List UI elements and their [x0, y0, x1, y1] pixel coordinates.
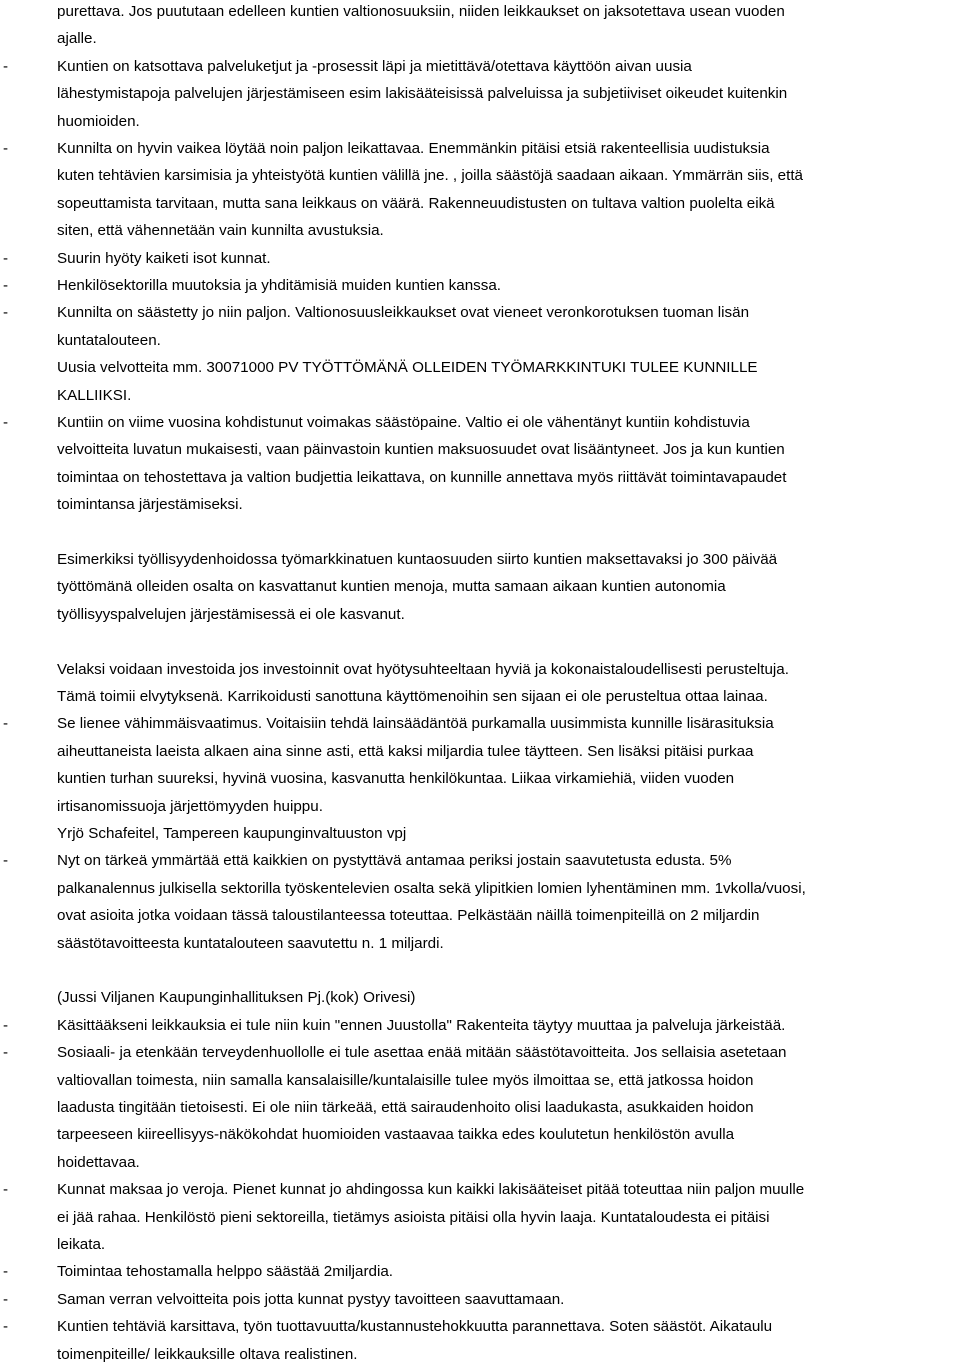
list-dash: -: [3, 57, 9, 75]
text-line: [0, 1012, 960, 1039]
text-line: [0, 1341, 960, 1368]
text-line: [0, 0, 960, 25]
text-line: [0, 656, 960, 683]
text-line: [0, 1094, 960, 1121]
line-text: toimenpiteille/ leikkauksille oltava realistinen.: [57, 1345, 358, 1363]
list-dash: -: [3, 715, 9, 733]
text-line: [0, 354, 960, 381]
line-text: valtiovallan toimesta, niin samalla kansalaisille/kuntalaisille tulee myös ilmoittaa se, että jatkossa hoidon: [57, 1071, 754, 1089]
text-line: [0, 299, 960, 326]
line-text: Kunnilta on hyvin vaikea löytää noin paljon leikattavaa. Enemmänkin pitäisi etsiä rakenteellisia uudistuksia: [57, 140, 770, 157]
text-line: [0, 820, 960, 847]
line-text: irtisanomissuoja järjettömyyden huippu.: [57, 797, 323, 815]
line-text: Kuntien on katsottava palveluketjut ja -prosessit läpi ja mietittävä/otettava käyttöön aivan uusia: [57, 57, 692, 75]
line-text: KALLIIKSI.: [57, 386, 132, 404]
line-text: (Jussi Viljanen Kaupunginhallituksen Pj.(kok) Orivesi): [57, 989, 416, 1007]
text-line: [0, 984, 960, 1011]
line-text: huomioiden.: [57, 112, 140, 130]
line-text: Suurin hyöty kaiketi isot kunnat.: [57, 249, 271, 267]
text-line: [0, 793, 960, 820]
text-line: [0, 190, 960, 217]
text-line: [0, 1258, 960, 1285]
text-line: [0, 875, 960, 902]
line-text: aiheuttaneista laeista alkaen aina sinne asti, että kaksi miljardia tulee täytteen. Sen lisäksi pitäisi purkaa: [57, 742, 754, 760]
text-line: [0, 464, 960, 491]
text-line: [0, 135, 960, 162]
line-text: työttömänä olleiden osalta on kasvattanut kuntien menoja, mutta samaan aikaan kuntien autonomia: [57, 578, 726, 596]
text-line: [0, 1286, 960, 1313]
list-dash: -: [3, 1290, 9, 1308]
line-text: velvoitteita luvatun mukaisesti, vaan päinvastoin kuntien maksuosuudet ovat lisääntyneet. Jos ja kun kuntien: [57, 441, 785, 459]
text-line: [0, 546, 960, 573]
text-line: [0, 847, 960, 874]
text-line: [0, 710, 960, 737]
line-text: Kunnilta on säästetty jo niin paljon. Valtionosuusleikkaukset ovat vieneet veronkorotuksen tuoman lisän: [57, 304, 750, 322]
list-dash: -: [3, 414, 9, 431]
line-text: ei jää rahaa. Henkilöstö pieni sektoreilla, tietämys asioista pitäisi olla hyvin laaja. Kuntataloudesta ei pitäisi: [57, 1208, 770, 1226]
list-dash: -: [3, 1016, 9, 1034]
list-dash: -: [3, 277, 9, 294]
line-text: Nyt on tärkeä ymmärtää että kaikkien on pystyttävä antamaa periksi jostain saavutetusta edusta. 5%: [57, 852, 732, 870]
line-text: lähestymistapoja palvelujen järjestämiseen esim lakisääteisissä palveluissa ja subjetiiviset oikeudet kuitenkin: [57, 85, 788, 103]
text-line: [0, 765, 960, 792]
line-text: kuntatalouteen.: [57, 331, 161, 349]
list-dash: -: [3, 852, 9, 870]
blank-line: [0, 519, 960, 546]
text-line: [0, 409, 960, 436]
list-dash: -: [3, 1263, 9, 1281]
line-text: Kuntien tehtäviä karsittava, työn tuottavuutta/kustannustehokkuutta parannettava. Soten säästöt. Aikataulu: [57, 1318, 773, 1336]
text-line: [0, 1039, 960, 1066]
text-line: [0, 162, 960, 189]
line-text: Velaksi voidaan investoida jos investoinnit ovat hyötysuhteeltaan hyviä ja kokonaistaloudellisesti perusteltuja.: [57, 660, 789, 678]
line-text: toimintansa järjestämiseksi.: [57, 496, 243, 514]
list-dash: -: [3, 1181, 9, 1199]
text-line: [0, 382, 960, 409]
text-line: [0, 53, 960, 80]
line-text: työllisyyspalvelujen järjestämisessä ei ole kasvanut.: [57, 605, 405, 623]
line-text: Kunnat maksaa jo veroja. Pienet kunnat jo ahdingossa kun kaikki lakisääteiset pitää toteuttaa niin paljon muulle: [57, 1181, 805, 1199]
text-line: [0, 25, 960, 52]
list-dash: -: [3, 1318, 9, 1336]
line-text: Uusia velvotteita mm. 30071000 PV TYÖTTÖMÄNÄ OLLEIDEN TYÖMARKKINTUKI TULEE KUNNILLE: [57, 359, 758, 377]
line-text: Käsittääkseni leikkauksia ei tule niin kuin "ennen Juustolla" Rakenteita täytyy muuttaa ja palveluja järkeistää.: [57, 1016, 786, 1034]
line-text: säästötavoitteesta kuntatalouteen saavutettu n. 1 miljardi.: [57, 934, 444, 952]
text-line: [0, 491, 960, 518]
line-text: Tämä toimii elvytyksenä. Karrikoidusti sanottuna käyttömenoihin sen sijaan ei ole perusteltua ottaa lainaa.: [57, 688, 768, 705]
line-text: palkanalennus julkisella sektorilla työskentelevien osalta sekä ylipitkien lomien lyhentäminen mm. 1vkolla/vuosi,: [57, 879, 806, 897]
text-line: [0, 436, 960, 463]
text-line: [0, 1313, 960, 1340]
text-line: [0, 1149, 960, 1176]
line-text: Henkilösektorilla muutoksia ja yhditämisiä muiden kuntien kanssa.: [57, 277, 502, 294]
text-line: [0, 327, 960, 354]
text-line: [0, 1067, 960, 1094]
text-line: [0, 601, 960, 628]
line-text: laadusta tingitään tietoisesti. Ei ole niin tärkeää, että sairaudenhoito olisi laadukasta, asukkaiden hoidon: [57, 1099, 754, 1116]
line-text: leikata.: [57, 1236, 106, 1253]
text-line: [0, 1204, 960, 1231]
blank-line: [0, 628, 960, 655]
line-text: sopeuttamista tarvitaan, mutta sana leikkaus on väärä. Rakenneuudistusten on tultava valtion puolelta eikä: [57, 194, 775, 212]
line-text: Toimintaa tehostamalla helppo säästää 2miljardia.: [57, 1263, 393, 1281]
line-text: toimintaa on tehostettava ja valtion budjettia leikattava, on kunnille annettava myös riittävät toimintavapaudet: [57, 468, 787, 486]
line-text: ovat asioita jotka voidaan tässä taloustilanteessa toteuttaa. Pelkästään näillä toimenpiteillä on 2 miljardin: [57, 907, 760, 925]
line-text: hoidettavaa.: [57, 1153, 140, 1171]
text-line: [0, 108, 960, 135]
line-text: tarpeeseen kiireellisyys-näkökohdat huomioiden vastaavaa taikka edes koulutetun henkilöstön avulla: [57, 1126, 735, 1144]
line-text: Yrjö Schafeitel, Tampereen kaupunginvaltuuston vpj: [57, 825, 407, 842]
line-text: kuntien turhan suureksi, hyvinä vuosina, kasvanutta henkilökuntaa. Liikaa virkamiehiä, viiden vuoden: [57, 770, 735, 788]
list-dash: -: [3, 304, 9, 322]
line-text: siten, että vähennetään vain kunnilta avustuksia.: [57, 222, 384, 240]
text-line: [0, 1231, 960, 1258]
text-line: [0, 1121, 960, 1148]
text-line: [0, 1176, 960, 1203]
line-text: Se lienee vähimmäisvaatimus. Voitaisiin tehdä lainsäädäntöä purkamalla uusimmista kunnille lisärasituksia: [57, 715, 774, 733]
text-line: [0, 902, 960, 929]
text-line: [0, 683, 960, 710]
line-text: ajalle.: [57, 30, 97, 48]
text-line: [0, 217, 960, 244]
text-line: [0, 245, 960, 272]
text-line: [0, 272, 960, 299]
blank-line: [0, 957, 960, 984]
line-text: Sosiaali- ja etenkään terveydenhuollolle ei tule asettaa enää mitään säästötavoitteita. Jos sellaisia asetetaan: [57, 1044, 787, 1062]
line-text: kuten tehtävien karsimisia ja yhteistyötä kuntien välillä jne. , joilla säästöjä saadaan aikaan. Ymmärrän siis, että: [57, 167, 803, 185]
line-text: Esimerkiksi työllisyydenhoidossa työmarkkinatuen kuntaosuuden siirto kuntien maksettavaksi jo 300 päivää: [57, 551, 778, 568]
text-line: [0, 80, 960, 107]
line-text: purettava. Jos puututaan edelleen kuntien valtionosuuksiin, niiden leikkaukset on jaksotettava usean vuoden: [57, 3, 785, 20]
line-text: Kuntiin on viime vuosina kohdistunut voimakas säästöpaine. Valtio ei ole vähentänyt kuntiin kohdistuvia: [57, 414, 750, 431]
text-line: [0, 930, 960, 957]
text-line: [0, 738, 960, 765]
list-dash: -: [3, 140, 9, 157]
line-text: Saman verran velvoitteita pois jotta kunnat pystyy tavoitteen saavuttamaan.: [57, 1290, 565, 1308]
list-dash: -: [3, 249, 9, 267]
text-line: [0, 573, 960, 600]
list-dash: -: [3, 1044, 9, 1062]
